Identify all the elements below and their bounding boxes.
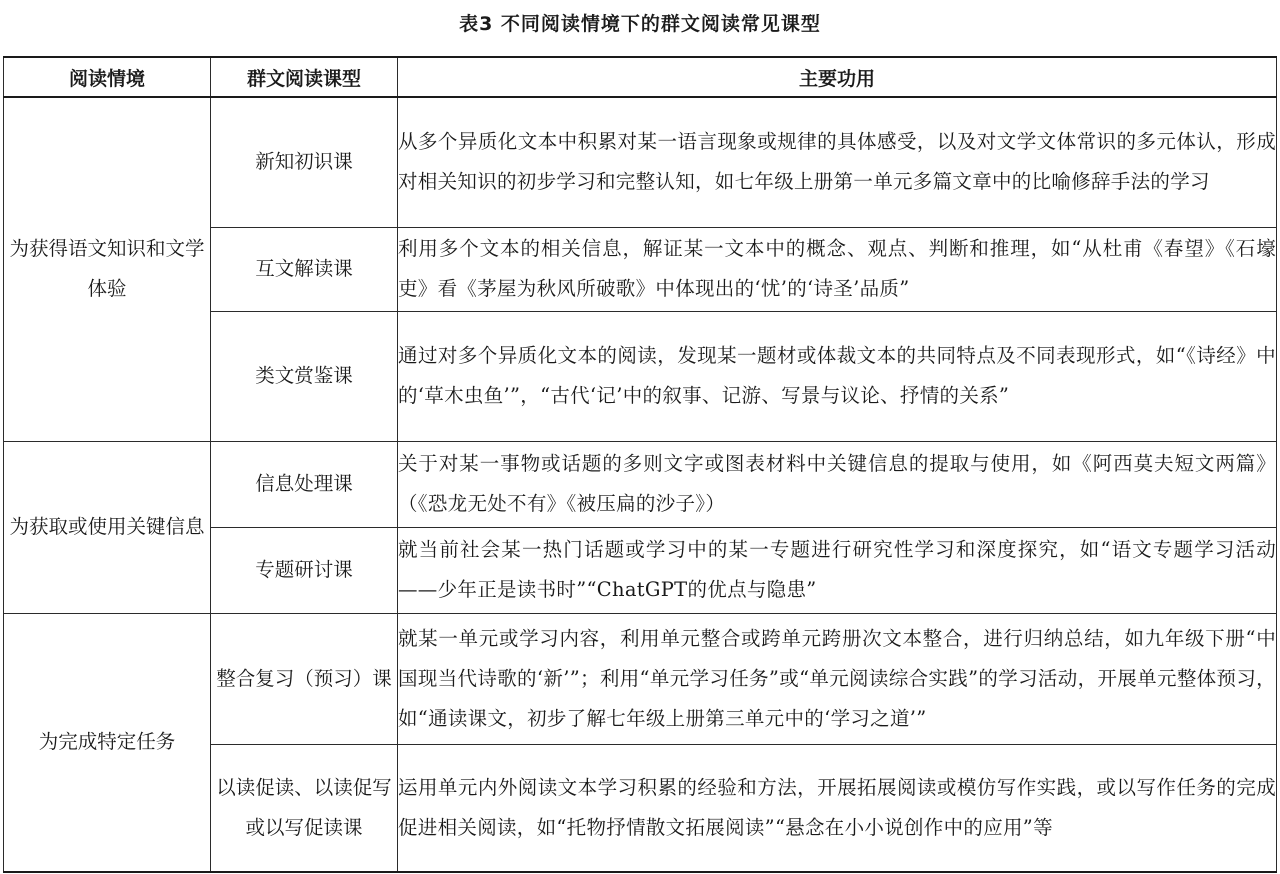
table-row bbox=[4, 613, 1277, 744]
lesson-type-cell: 互文解读课 bbox=[211, 227, 398, 311]
function-cell: 利用多个文本的相关信息，解证某一文本中的概念、观点、判断和推理，如“从杜甫《春望》《石壕吏》看《茅屋为秋风所破歌》中体现出的‘忧’的‘诗圣’品质” bbox=[398, 227, 1277, 311]
table-row bbox=[4, 441, 1277, 527]
lesson-type-cell: 整合复习（预习）课 bbox=[211, 613, 398, 744]
function-cell: 从多个异质化文本中积累对某一语言现象或规律的具体感受，以及对文学文体常识的多元体认，形成对相关知识的初步学习和完整认知，如七年级上册第一单元多篇文章中的比喻修辞手法的学习 bbox=[398, 97, 1277, 227]
table-header bbox=[4, 57, 1277, 97]
table-caption: 表3 不同阅读情境下的群文阅读常见课型 bbox=[459, 13, 821, 35]
table-body bbox=[4, 97, 1277, 872]
function-cell: 就某一单元或学习内容，利用单元整合或跨单元跨册次文本整合，进行归纳总结，如九年级下册“中国现当代诗歌的‘新’”；利用“单元学习任务”或“单元阅读综合实践”的学习活动，开展单元整体预习，如“通读课文，初步了解七年级上册第三单元中的‘学习之道’” bbox=[398, 613, 1277, 744]
lesson-types-table bbox=[3, 56, 1277, 873]
function-cell: 就当前社会某一热门话题或学习中的某一专题进行研究性学习和深度探究，如“语文专题学习活动——少年正是读书时”“ChatGPT的优点与隐患” bbox=[398, 527, 1277, 613]
function-cell: 运用单元内外阅读文本学习积累的经验和方法，开展拓展阅读或模仿写作实践，或以写作任务的完成促进相关阅读，如“托物抒情散文拓展阅读”“悬念在小小说创作中的应用”等 bbox=[398, 744, 1277, 872]
header-context: 阅读情境 bbox=[4, 57, 211, 97]
lesson-type-cell: 以读促读、以读促写或以写促读课 bbox=[211, 744, 398, 872]
table-row bbox=[4, 97, 1277, 227]
function-cell: 关于对某一事物或话题的多则文字或图表材料中关键信息的提取与使用，如《阿西莫夫短文两篇》（《恐龙无处不有》《被压扁的沙子》） bbox=[398, 441, 1277, 527]
header-lesson-type: 群文阅读课型 bbox=[211, 57, 398, 97]
header-row bbox=[4, 57, 1277, 97]
function-cell: 通过对多个异质化文本的阅读，发现某一题材或体裁文本的共同特点及不同表现形式，如“《诗经》中的‘草木虫鱼’”，“古代‘记’中的叙事、记游、写景与议论、抒情的关系” bbox=[398, 311, 1277, 441]
lesson-type-cell: 类文赏鉴课 bbox=[211, 311, 398, 441]
lesson-type-cell: 专题研讨课 bbox=[211, 527, 398, 613]
lesson-type-cell: 信息处理课 bbox=[211, 441, 398, 527]
context-cell-knowledge: 为获得语文知识和文学体验 bbox=[4, 97, 211, 441]
header-function: 主要功用 bbox=[398, 57, 1277, 97]
lesson-type-cell: 新知初识课 bbox=[211, 97, 398, 227]
context-cell-task: 为完成特定任务 bbox=[4, 613, 211, 872]
context-cell-information: 为获取或使用关键信息 bbox=[4, 441, 211, 613]
